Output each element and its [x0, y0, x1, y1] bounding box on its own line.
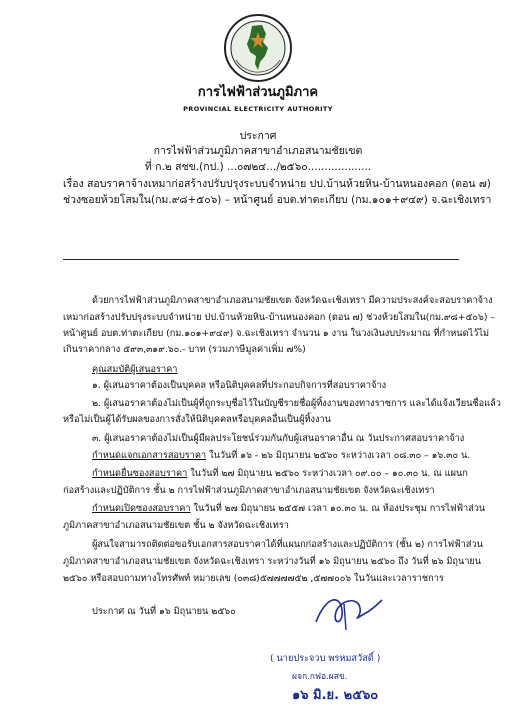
- subject-line-2: ช่วงซอยห้วยโสมใน(กม.๙๘+๕๐๖) – หน้าศูนย์ อบต.ท่าตะเกียบ (กม.๑๐๑+๙๔๙) จ.ฉะเชิงเทรา: [63, 194, 492, 206]
- opening-label: กำหนดเปิดซองสอบราคา: [92, 503, 191, 514]
- reference-number: ที่ ก.๒ สชข.(กป.) ...๐๗๒๔.../๒๕๖๐...................: [144, 161, 372, 173]
- subject-line-1: เรื่อง สอบราคาจ้างเหมาก่อสร้างปรับปรุงระบบจำหน่าย ปป.บ้านห้วยหิน-บ้านหนองคอก (ตอน ๗): [63, 178, 491, 190]
- intro-line-4: เกินราคากลาง ๕๙๓,๓๑๙.๖๐.- บาท (รวมภาษีมูลค่าเพิ่ม ๗%): [63, 344, 306, 355]
- submission-label: กำหนดยื่นซองสอบราคา: [92, 468, 188, 479]
- intro-line-1: ด้วยการไฟฟ้าส่วนภูมิภาคสาขาอำเภอสนามชัยเขต จังหวัดฉะเชิงเทรา มีความประสงค์จะสอบราคาจ้าง: [92, 295, 493, 306]
- qualification-2b: หรือไม่เป็นผู้ได้รับผลของการสั่งให้นิติบุคคลหรือบุคคลอื่นเป็นผู้ทิ้งงาน: [63, 414, 331, 425]
- org-name-thai: การไฟฟ้าส่วนภูมิภาค: [197, 85, 319, 100]
- qualification-heading: คุณสมบัติผู้เสนอราคา: [92, 364, 178, 375]
- qualification-1: ๑. ผู้เสนอราคาต้องเป็นบุคคล หรือนิติบุคคลที่ประกอบกิจการที่สอบราคาจ้าง: [92, 380, 387, 391]
- doc-type: ประกาศ: [239, 130, 277, 142]
- signature-scribble-icon: [302, 588, 392, 634]
- stamp-date: ๑๖ มิ.ย. ๒๕๖๐: [292, 688, 379, 703]
- header-divider: [63, 259, 459, 260]
- signature: [302, 588, 392, 634]
- org-name-english: PROVINCIAL ELECTRICITY AUTHORITY: [183, 105, 333, 113]
- announce-date: ประกาศ ณ วันที่ ๑๖ มิถุนายน ๒๕๖๐: [92, 606, 236, 617]
- signer-name: ( นายประจวบ พรหมสวัสดิ์ ): [270, 653, 381, 664]
- submission-text: ในวันที่ ๒๗ มิถุนายน ๒๕๖๐ ระหว่างเวลา ๐๙.๐๐ – ๑๐.๓๐ น. ณ แผนก: [187, 468, 468, 479]
- opening-schedule: [92, 503, 485, 515]
- issuer: การไฟฟ้าส่วนภูมิภาคสาขาอำเภอสนามชัยเขต: [153, 145, 363, 157]
- contact-line-2: ภูมิภาคสาขาอำเภอสนามชัยเขต จังหวัดฉะเชิงเทรา ระหว่างวันที่ ๑๖ มิถุนายน ๒๕๖๐ ถึง วันที่ ๒๖ มิถุนายน: [63, 556, 482, 567]
- pea-logo: [222, 12, 294, 84]
- submission-text-2: ก่อสร้างและปฏิบัติการ ชั้น ๒ การไฟฟ้าส่วนภูมิภาคสาขาอำเภอสนามชัยเขต จังหวัดฉะเชิงเทรา: [63, 485, 435, 496]
- pea-seal-icon: [222, 12, 294, 84]
- signer-title: ผจก.กฟอ.ผสข.: [292, 672, 348, 682]
- intro-line-3: หน้าศูนย์ อบต.ท่าตะเกียบ (กม.๑๐๑+๙๔๙) จ.ฉะเชิงเทรา จำนวน ๑ งาน ในวงเงินงบประมาณ ที่กำหนดไว้ไม่: [63, 328, 489, 339]
- intro-line-2: เหมาก่อสร้างปรับปรุงระบบจำหน่าย ปป.บ้านห้วยหิน-บ้านหนองคอก (ตอน ๗) ช่วงห้วยโสมใน(กม.๙๘+๕๐๖) –: [63, 312, 495, 323]
- contact-line-3: ๒๕๖๐ หรือสอบถามทางโทรศัพท์ หมายเลข (๐๓๘)๕๗๗๗๗๕๒ ,๕๗๗๐๐๖ ในวันและเวลาราชการ: [63, 573, 444, 584]
- opening-text: ในวันที่ ๒๗ มิถุนายน ๒๕๕๗ เวลา ๑๐.๓๐ น. ณ ห้องประชุม การไฟฟ้าส่วน: [190, 503, 486, 514]
- distribution-label: กำหนดแจกเอกสารสอบราคา: [92, 450, 207, 461]
- qualification-3: ๓. ผู้เสนอราคาต้องไม่เป็นผู้มีผลประโยชน์ร่วมกันกับผู้เสนอราคาอื่น ณ วันประกาศสอบราคาจ้าง: [92, 433, 465, 444]
- contact-line-1: ผู้สนใจสามารถติดต่อขอรับเอกสารสอบราคาได้ที่แผนกก่อสร้างและปฏิบัติการ (ชั้น ๒) การไฟฟ้าส่วน: [92, 539, 483, 550]
- distribution-schedule: [92, 450, 470, 462]
- opening-text-2: ภูมิภาคสาขาอำเภอสนามชัยเขต ชั้น ๒ จังหวัดฉะเชิงเทรา: [63, 520, 289, 531]
- submission-schedule: [92, 468, 468, 480]
- distribution-text: ในวันที่ ๑๖ - ๒๖ มิถุนายน ๒๕๖๐ ระหว่างเวลา ๐๘.๓๐ – ๑๖.๓๐ น.: [206, 450, 471, 461]
- qualification-2a: ๒. ผู้เสนอราคาต้องไม่เป็นผู้ที่ถูกระบุชื่อไว้ในบัญชีรายชื่อผู้ทิ้งงานของทางราชการ และได้แจ้งเวียนชื่อแล้ว: [92, 398, 501, 409]
